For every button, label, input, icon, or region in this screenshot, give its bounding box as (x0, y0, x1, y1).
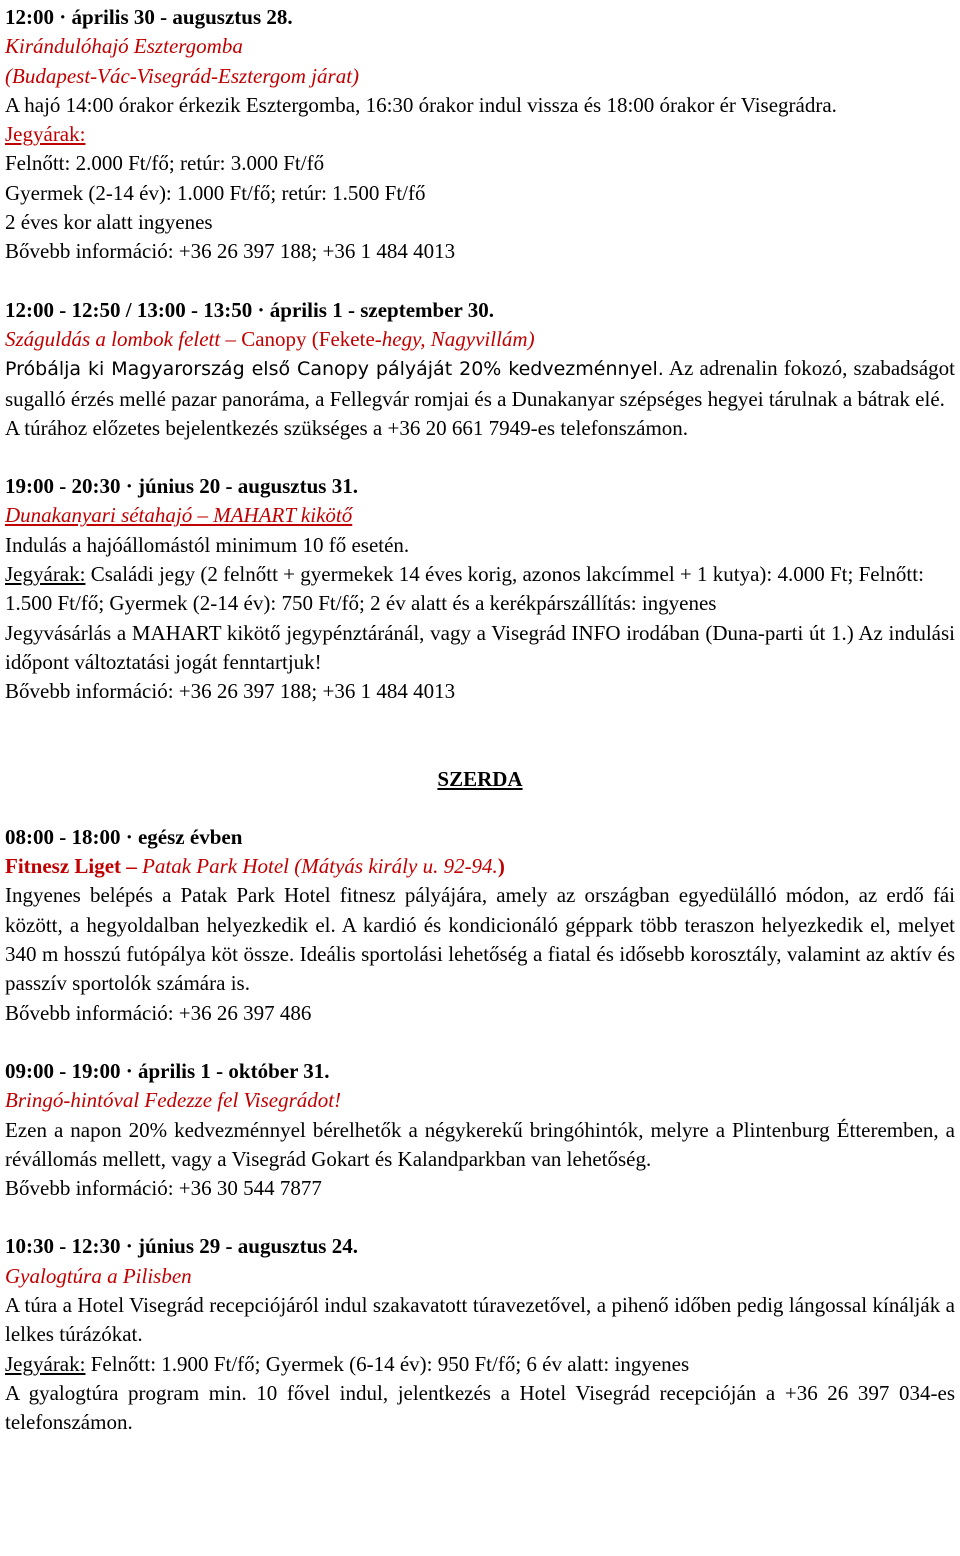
registration-note: A túrához előzetes bejelentkezés szükséges a +36 20 661 7949-es telefonszámon. (5, 415, 689, 440)
program-note: A gyalogtúra program min. 10 fővel indul, jelentkezés a Hotel Visegrád recepcióján a +36 26 397 034-es telefonszámon. (5, 1380, 955, 1435)
price-child: Gyermek (2-14 év): 1.000 Ft/fő; retúr: 1.500 Ft/fő (5, 180, 426, 205)
event-time: 08:00 - 18:00 · egész évben (5, 824, 243, 849)
price-free: 2 éves kor alatt ingyenes (5, 210, 213, 235)
tickets-label: Jegyárak: (5, 562, 86, 587)
event-description-intro: Próbálja ki Magyarország első Canopy pályáját 20% kedvezménnyel. (5, 358, 664, 381)
event-boat-esztergom (5, 3, 955, 267)
event-title: Dunakanyari sétahajó – MAHART kikötő (5, 503, 353, 528)
event-description: A hajó 14:00 órakor érkezik Esztergomba, 16:30 órakor indul vissza és 18:00 órakor ér Visegrádra. (5, 92, 837, 117)
event-description-mid: Az adrenalin fokozó, (663, 356, 854, 381)
event-title-italic: Száguldás a lombok felett (5, 326, 221, 351)
ticket-prices (5, 560, 955, 619)
ticket-prices-text: Családi jegy (2 felnőtt + gyermekek 14 éves korig, azonos lakcímmel + 1 kutya): 4.000 Ft; Felnőtt: 1.500 Ft/fő; Gyermek (2-14 év): 750 Ft/fő; 2 év alatt és a kerékpárszállítás: ingyenes (5, 562, 924, 616)
event-title-close: ) (497, 854, 505, 879)
event-title-bold: Fitnesz Liget – (5, 854, 143, 879)
purchase-note: Jegyvásárlás a MAHART kikötő jegypénztáránál, vagy a Visegrád INFO irodában (Duna-parti út 1.) Az indulási időpont változtatási jogát fenntartjuk! (5, 620, 955, 674)
day-heading: SZERDA (437, 766, 523, 791)
event-title-line-1: Kirándulóhajó Esztergomba (5, 34, 243, 59)
event-boat-mahart (5, 472, 955, 706)
event-time: 19:00 - 20:30 · június 20 - augusztus 31. (5, 474, 358, 499)
tickets-label: Jegyárak: (5, 122, 86, 147)
event-title-line-2: (Budapest-Vác-Visegrád-Esztergom járat) (5, 63, 360, 88)
event-title-location: hegy, Nagyvillám) (381, 326, 535, 351)
info-phone: Bővebb információ: +36 30 544 7877 (5, 1176, 322, 1201)
event-description: Ezen a napon 20% kedvezménnyel bérelhetők a négykerekű bringóhintók, melyre a Plintenburg Étteremben, a révállomás mellett, vagy a Visegrád Gokart és Kalandparkban van lehetőség. (5, 1117, 955, 1171)
event-fitness (5, 823, 955, 1028)
event-description (5, 354, 955, 414)
event-time: 12:00 · április 30 - augusztus 28. (5, 5, 293, 29)
departure-note: Indulás a hajóállomástól minimum 10 fő esetén. (5, 532, 410, 557)
event-canopy (5, 296, 955, 443)
event-bringo (5, 1057, 955, 1203)
ticket-prices-text: Felnőtt: 1.900 Ft/fő; Gyermek (6-14 év): 950 Ft/fő; 6 év alatt: ingyenes (85, 1351, 690, 1376)
event-title (5, 32, 955, 61)
event-title-plain: – Canopy (Fekete- (220, 326, 382, 351)
event-title: Bringó-hintóval Fedezze fel Visegrádot! (5, 1088, 342, 1113)
event-description-rest: szabadságot sugalló érzés mellé pazar panoráma, a Fellegvár romjai és a Dunakanyar szépséges hegyei tárulnak a bátrak elé. (5, 356, 955, 411)
price-adult: Felnőtt: 2.000 Ft/fő; retúr: 3.000 Ft/fő (5, 151, 325, 176)
event-title: Gyalogtúra a Pilisben (5, 1263, 192, 1288)
event-time: 09:00 - 19:00 · április 1 - október 31. (5, 1058, 330, 1083)
tickets-label: Jegyárak: (5, 1351, 86, 1376)
event-hike (5, 1232, 955, 1437)
info-phone: Bővebb információ: +36 26 397 188; +36 1 484 4013 (5, 239, 456, 264)
info-phone: Bővebb információ: +36 26 397 188; +36 1 484 4013 (5, 679, 456, 704)
event-description: Ingyenes belépés a Patak Park Hotel fitnesz pályájára, amely az országban egyedülálló módon, az erdő fái között, a hegyoldalban helyezkedik el. A kardió és kondicionáló géppark több teraszon helyezkedik el, melyet 340 m hosszú futópálya köt össze. Ideális sportolási lehetőség a fiatal és idősebb korosztály, valamint az aktív és passzív sportolók számára is. (5, 883, 955, 996)
event-time: 12:00 - 12:50 / 13:00 - 13:50 · április 1 - szeptember 30. (5, 297, 494, 322)
event-title (5, 325, 955, 354)
info-phone: Bővebb információ: +36 26 397 486 (5, 1000, 312, 1025)
ticket-prices (5, 1350, 955, 1379)
event-description: A túra a Hotel Visegrád recepciójáról indul szakavatott túravezetővel, a pihenő időben pedig lángossal kínálják a lelkes túrázókat. (5, 1292, 955, 1347)
event-title (5, 852, 955, 881)
event-time: 10:30 - 12:30 · június 29 - augusztus 24. (5, 1234, 358, 1259)
event-title-location: Patak Park Hotel (Mátyás király u. 92-94. (142, 854, 498, 879)
